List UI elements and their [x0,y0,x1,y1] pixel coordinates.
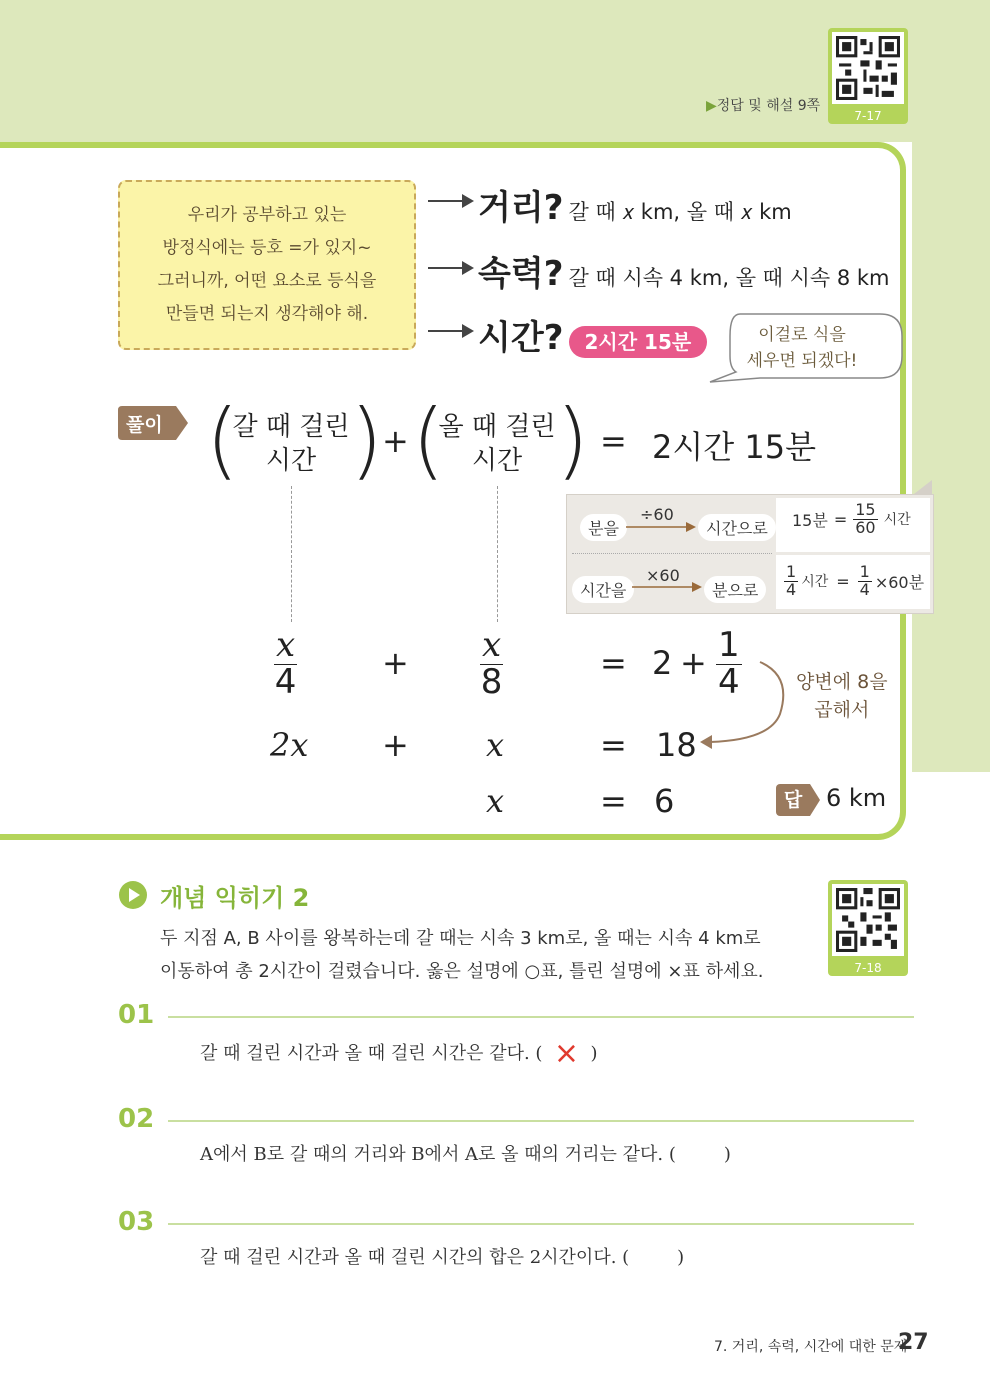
plus-sign: + [680,644,707,682]
curved-arrow [700,656,800,756]
qr-label: 7-18 [854,961,882,975]
paren-close: ) [350,391,383,489]
equals-sign: = [600,644,627,682]
arrow-right-icon [462,261,474,275]
conv-op: ÷60 [640,505,674,524]
answer-tag-notch [810,784,820,816]
item-divider [168,1016,914,1018]
qr-code-section[interactable] [828,880,908,976]
paren-open: ( [412,391,445,489]
question-time: 시간? 2시간 15분 [478,310,707,359]
equals-sign: = [600,726,627,764]
conv-example-1: 15분 = $\frac{15}{60}$ 시간 [792,500,911,537]
arrow-right-icon [626,522,696,532]
answer-slot[interactable]: × [553,1036,580,1071]
paren-open: ( [206,391,239,489]
section-title: 개념 익히기 2 [160,884,310,912]
arrow-right-icon [462,194,474,208]
note-line: 만들면 되는지 생각해야 해. [165,304,369,324]
qr-label: 7-17 [854,109,882,123]
conv-to: 분으로 [704,576,766,603]
item-number: 01 [118,1000,155,1030]
rhs-value: 6 [654,782,675,820]
qr-icon [832,32,904,104]
right-band [912,142,990,772]
rhs-value: 18 [656,726,697,764]
chapter-title: 7. 거리, 속력, 시간에 대한 문제 [714,1339,908,1355]
fraction-x-over-8: $\frac{\text{𝑥}}{8}$ [480,625,503,702]
term-x: 𝑥 [486,782,505,820]
item-statement: 갈 때 걸린 시간과 올 때 걸린 시간은 같다. ( × ) [200,1036,598,1071]
conv-from: 분을 [580,514,627,541]
item-divider [168,1120,914,1122]
question-speed: 속력? 갈 때 시속 4 km, 올 때 시속 8 km [478,254,890,294]
term-x: 𝑥 [486,726,505,764]
plus-sign: + [382,726,409,764]
note-line: 방정식에는 등호 =가 있지~ [162,238,372,258]
equals-sign: = [600,782,627,820]
equals-sign: = [600,422,627,460]
fraction: $\frac{1}{4}$ [786,562,797,599]
fraction: $\frac{15}{60}$ [855,500,876,537]
arrow-right-icon [462,324,474,338]
item-statement: 갈 때 걸린 시간과 올 때 걸린 시간의 합은 2시간이다. ( ) [200,1247,685,1268]
plus-sign: + [382,644,409,682]
answer-tag: 답 [776,784,810,816]
answer-link[interactable]: ▶정답 및 해설 9쪽 [706,98,821,114]
qr-code-top[interactable] [828,28,908,124]
problem-text: 두 지점 A, B 사이를 왕복하는데 갈 때는 시속 3 km로, 올 때는 시속 4 km로 이동하여 총 2시간이 걸렸습니다. 옳은 설명에 ○표, 틀린 설명에 ×표 하세요. [160,928,764,982]
item-statement: A에서 B로 갈 때의 거리와 B에서 A로 올 때의 거리는 같다. ( ) [200,1144,731,1165]
item-number: 03 [118,1207,155,1237]
conv-divider [572,553,772,554]
dotted-connector [291,486,292,622]
arrow-line [428,330,464,332]
dotted-connector [497,486,498,622]
fraction-x-over-4: $\frac{\text{𝑥}}{4}$ [274,625,297,702]
question-distance: 거리? 갈 때 𝑥 km, 올 때 𝑥 km [478,188,792,228]
item-number: 02 [118,1104,155,1134]
rhs-integer: 2 [652,644,673,682]
note-line: 우리가 공부하고 있는 [187,205,347,225]
go-time-label: 갈 때 걸린 시간 [232,412,350,476]
play-triangle-icon: ▶ [706,98,717,114]
time-pill: 2시간 15분 [569,326,708,358]
return-time-label: 올 때 걸린 시간 [438,412,556,476]
conv-from: 시간을 [572,576,634,603]
fraction: $\frac{1}{4}$ [859,562,870,599]
arrow-line [428,200,464,202]
qr-icon [832,884,904,956]
answer-value: 6 km [826,784,887,812]
arrow-right-icon [632,582,702,592]
hint-note [118,180,416,350]
paren-close: ) [556,391,589,489]
term-2x: 2𝑥 [270,726,309,764]
play-circle-icon [118,880,148,910]
solution-tag: 풀이 [126,414,163,436]
item-divider [168,1223,914,1225]
box-corner [914,480,936,496]
rhs-time: 2시간 15분 [652,428,816,466]
fraction-1-over-4: $\frac{1}{4}$ [718,625,740,702]
plus-sign: + [382,422,409,460]
conv-to: 시간으로 [698,514,776,541]
arrow-line [428,267,464,269]
bubble-text: 이걸로 식을 세우면 되겠다! [746,325,858,371]
page-number: 27 [898,1330,929,1355]
conv-op: ×60 [646,566,680,585]
conv-example-2: $\frac{1}{4}$ 시간 = $\frac{1}{4}$ ×60분 [786,562,925,599]
note-line: 그러니까, 어떤 요소로 등식을 [157,271,377,291]
side-note: 양변에 8을 곱해서 [796,671,888,721]
